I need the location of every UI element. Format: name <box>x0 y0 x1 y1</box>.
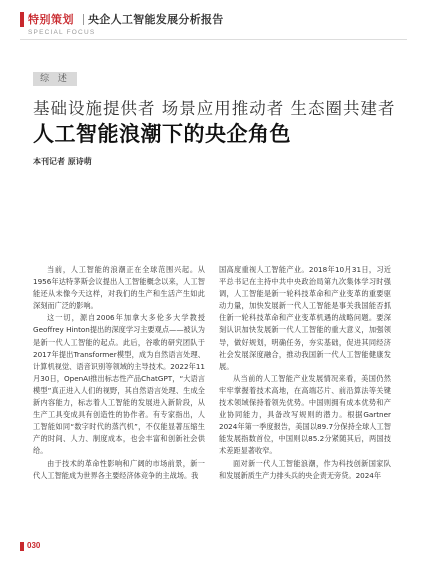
page-number: 030 <box>27 541 41 550</box>
article-byline: 本刊记者 原诗萌 <box>33 157 92 166</box>
paragraph: 从当前的人工智能产业发展情况来看，美国仍然牢牢掌握着技术高地，在高端芯片、前沿算法等关键技术领域保持着领先优势。中国则拥有成本优势和产业协同能力，具备改写规则的潜力。根据Gartner 2024年第一季度报告，美国以89.7分保持全球人工智能发展指数首位，中国则以85.2分紧随其后，两国技术差距显著收窄。 <box>219 373 391 456</box>
page-number-marker <box>20 542 24 551</box>
article-column-left <box>33 264 205 482</box>
article-title: 人工智能浪潮下的央企角色 <box>33 121 291 146</box>
header-english-label: SPECIAL FOCUS <box>28 29 96 36</box>
paragraph: 这一切，源自2006年加拿大多伦多大学教授Geoffrey Hinton提出的深度学习主要观点——被认为是新一代人工智能的起点。此后，谷歌的研究团队于2017年提出Transformer模型，成为自然语言处理、计算机视觉、语音识别等领域的主导技术。2022年11月30日，OpenAI推出标志性产品ChatGPT，“大语言模型”真正进入人们的视野，其自然语言处理、生成全新内容能力，标志着人工智能的发展进入新阶段，从生产工具变成具有创造性的协作者。有专家指出，人工智能如同“数字时代的蒸汽机”，不仅能显著压缩生产的时间、人力、制度成本，也会丰富和创新社会供给。 <box>33 313 205 456</box>
paragraph-continued: 国高度重视人工智能产业。2018年10月31日，习近平总书记在主持中共中央政治局第九次集体学习时强调，人工智能是新一轮科技革命和产业变革的重要驱动力量，加快发展新一代人工智能是事关我国能否抓住新一轮科技革命和产业变革机遇的战略问题。要深刻认识加快发展新一代人工智能的重大意义，加强领导，做好规划，明确任务，夯实基础，促进其同经济社会发展深度融合，推动我国新一代人工智能健康发展。 <box>219 265 391 371</box>
article-column-right <box>219 264 391 482</box>
header-section-label: 特别策划 <box>28 13 74 26</box>
article-tag: 综 述 <box>33 72 77 86</box>
article-subtitle: 基础设施提供者 场景应用推动者 生态圈共建者 <box>33 99 396 118</box>
header-accent-bar <box>20 12 24 27</box>
header-separator <box>83 14 84 25</box>
paragraph: 面对新一代人工智能浪潮，作为科技创新国家队和发展新质生产力排头兵的央企责无旁贷。2024年 <box>219 458 391 480</box>
paragraph: 当前，人工智能的浪潮正在全球范围兴起。从1956年达特茅斯会议提出人工智能概念以来，人工智能还从未像今天这样，对我们的生产和生活产生如此深刻而广泛的影响。 <box>33 265 205 311</box>
paragraph: 由于技术的革命性影响和广阔的市场前景，新一代人工智能成为世界各主要经济体竞争的主战场。我 <box>33 458 205 480</box>
header-report-title: 央企人工智能发展分析报告 <box>88 13 224 26</box>
header-divider <box>20 39 407 40</box>
